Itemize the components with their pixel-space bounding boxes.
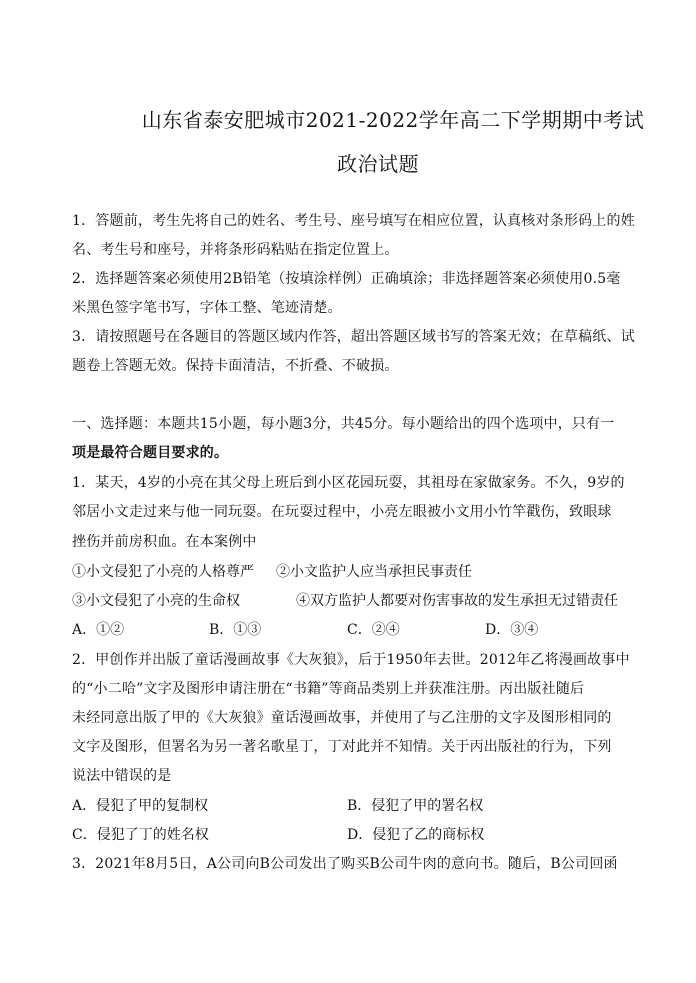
question-stem-line: 1．某天，4岁的小亮在其父母上班后到小区花园玩耍，其祖母在家做家务。不久，9岁的 — [72, 475, 625, 491]
option-b: B．①③ — [209, 622, 262, 638]
instruction-line: 2．选择题答案必须使用2B铅笔（按填涂样例）正确填涂；非选择题答案必须使用0.5毫 — [72, 271, 621, 287]
option-c: C．侵犯了丁的姓名权 — [72, 827, 209, 843]
instruction-line: 米黑色签字笔书写，字体工整、笔迹清楚。 — [72, 300, 342, 316]
question-stem-line: 2．甲创作并出版了童话漫画故事《大灰狼》，后于1950年去世。2012年乙将漫画故事中 — [72, 652, 630, 668]
option-d: D．③④ — [485, 622, 539, 638]
option-a: A．侵犯了甲的复制权 — [72, 798, 209, 814]
section-heading-line: 一、选择题：本题共15小题，每小题3分，共45分。每小题给出的四个选项中，只有一 — [72, 416, 615, 432]
exam-subtitle: 政治试题 — [337, 152, 419, 176]
question-stem-line: 说法中错误的是 — [72, 768, 172, 784]
statement-item: ③小文侵犯了小亮的生命权 — [72, 593, 240, 609]
instruction-line: 3．请按照题号在各题目的答题区域内作答，超出答题区域书写的答案无效；在草稿纸、试 — [72, 329, 635, 345]
section-heading-line: 项是最符合题目要求的。 — [72, 445, 229, 461]
option-b: B．侵犯了甲的署名权 — [347, 798, 484, 814]
question-stem-line: 未经同意出版了甲的《大灰狼》童话漫画故事，并使用了与乙注册的文字及图形相同的 — [72, 710, 612, 726]
question-stem-line: 邻居小文走过来与他一同玩耍。在玩耍过程中，小亮左眼被小文用小竹竿戳伤，致眼球 — [72, 504, 612, 520]
statement-item: ④双方监护人都要对伤害事故的发生承担无过错责任 — [296, 593, 618, 609]
question-stem-line: 文字及图形，但署名为另一著名歌星丁，丁对此并不知情。关于丙出版社的行为，下列 — [72, 739, 612, 755]
instruction-line: 名、考生号和座号，并将条形码粘贴在指定位置上。 — [72, 242, 399, 258]
option-d: D．侵犯了乙的商标权 — [347, 827, 485, 843]
option-c: C．②④ — [347, 622, 400, 638]
question-stem-line: 挫伤并前房积血。在本案例中 — [72, 534, 257, 550]
question-stem-line: 的“小二哈”文字及图形申请注册在“书籍”等商品类别上并获准注册。丙出版社随后 — [72, 681, 585, 697]
option-a: A．①② — [72, 622, 125, 638]
statement-item: ②小文监护人应当承担民事责任 — [276, 564, 472, 580]
statement-item: ①小文侵犯了小亮的人格尊严 — [72, 564, 254, 580]
instruction-line: 1．答题前，考生先将自己的姓名、考生号、座号填写在相应位置，认真核对条形码上的姓 — [72, 213, 635, 229]
instruction-line: 题卷上答题无效。保持卡面清洁，不折叠、不破损。 — [72, 358, 399, 374]
exam-title: 山东省泰安肥城市2021-2022学年高二下学期期中考试 — [141, 108, 645, 132]
question-stem-line: 3．2021年8月5日，A公司向B公司发出了购买B公司牛肉的意向书。随后，B公司回函 — [72, 856, 618, 872]
